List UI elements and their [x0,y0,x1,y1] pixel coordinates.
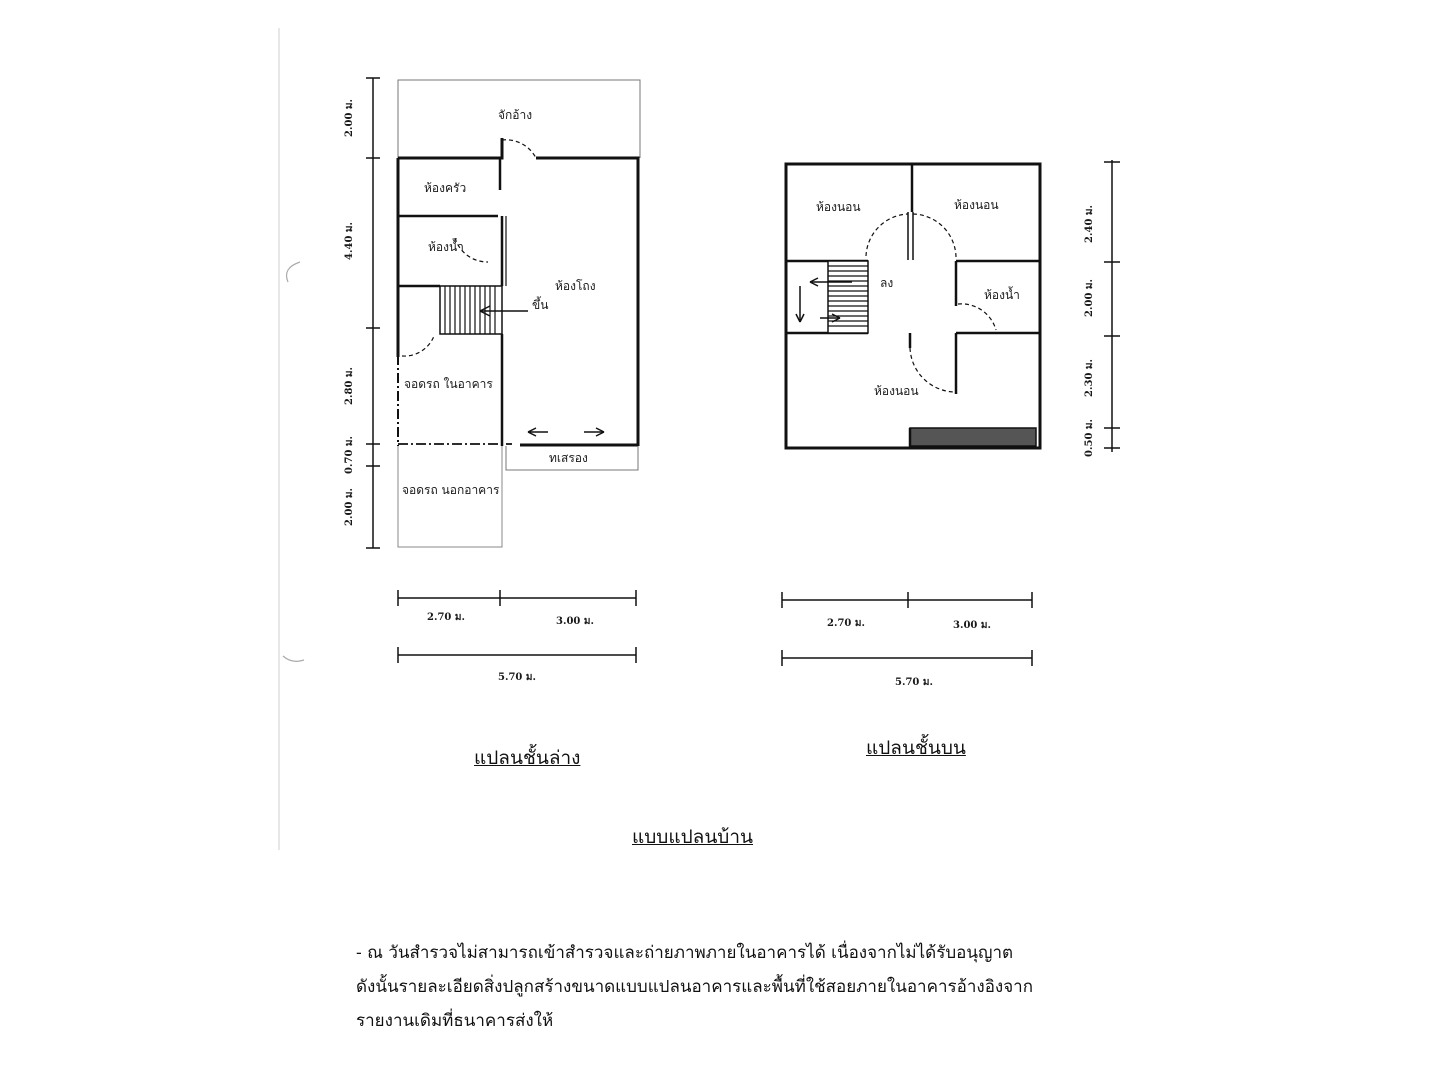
dim-upper-h-3: 5.70 ม. [895,677,933,688]
room-label-bedroom-1: ห้องนอน [816,200,861,214]
room-label-bedroom-3: ห้องนอน [874,384,919,398]
wall [398,138,502,158]
room-label-porch: จักอ้าง [498,108,533,122]
dim-ground-h-1: 2.70 ม. [427,612,465,623]
dim-ground-v-4: 0.70 ม. [344,436,355,474]
ground-vertical-dimension [366,78,380,548]
dim-ground-h-2: 3.00 ม. [556,616,594,627]
dim-upper-v-4: 0.50 ม. [1084,419,1095,457]
note-line-3: รายงานเดิมที่ธนาคารส่งให้ [356,1011,554,1031]
dim-upper-v-1: 2.40 ม. [1084,205,1095,243]
room-label-kitchen: ห้องครัว [424,181,467,195]
ground-floor-plan [398,80,640,547]
room-label-parking-inside: จอดรถ ในอาคาร [404,377,493,391]
punch-hole-mark [283,656,304,661]
label-gate: ทเสรอง [549,451,588,465]
survey-note [356,936,1116,1038]
label-stairs-down: ลง [880,276,894,290]
stair-block [440,286,502,334]
room-label-parking-outside: จอดรถ นอกอาคาร [402,483,500,497]
dim-upper-v-3: 2.30 ม. [1084,359,1095,397]
bedroom-door-swing [866,214,908,256]
bath-door-swing [958,304,996,330]
room-label-bedroom-2: ห้องนอน [954,198,999,212]
label-stairs-up: ขึ้น [532,298,549,312]
ground-floor-title: แปลนชั้นล่าง [474,747,581,769]
entry-door-swing [502,140,536,158]
main-title: แบบแปลนบ้าน [632,826,754,848]
punch-hole-mark [287,262,301,282]
wall [536,158,638,446]
upper-floor-title: แปลนชั้นบน [866,737,966,759]
note-line-2: ดังนั้นรายละเอียดสิ่งปลูกสร้างขนาดแบบแปลนอาคารและพื้นที่ใช้สอยภายในอาคารอ้างอิงจาก [356,977,1034,997]
balcony-strip [910,428,1036,446]
upper-horizontal-dimension [782,592,1032,666]
ground-horizontal-dimension [398,590,636,663]
dim-upper-h-1: 2.70 ม. [827,618,865,629]
upper-stair-block [828,261,868,333]
upper-vertical-dimension [1104,160,1120,452]
dim-upper-v-2: 2.00 ม. [1084,279,1095,317]
parking-door-swing [402,336,434,356]
dim-ground-v-1: 2.00 ม. [344,99,355,137]
dim-ground-h-3: 5.70 ม. [498,672,536,683]
dim-upper-h-2: 3.00 ม. [953,620,991,631]
room-label-living: ห้องโถง [555,279,596,293]
dim-ground-v-2: 4.40 ม. [344,222,355,260]
room-label-upper-bathroom: ห้องน้ำ [984,288,1020,302]
dim-ground-v-3: 2.80 ม. [344,367,355,405]
bedroom-door-swing [913,214,956,258]
note-line-1: - ณ วันสำรวจไม่สามารถเข้าสำรวจและถ่ายภาพภายในอาคารได้ เนื่องจากไม่ได้รับอนุญาต [356,943,1014,963]
dim-ground-v-5: 2.00 ม. [344,488,355,526]
room-label-bathroom: ห้องน้ำ [428,240,464,254]
